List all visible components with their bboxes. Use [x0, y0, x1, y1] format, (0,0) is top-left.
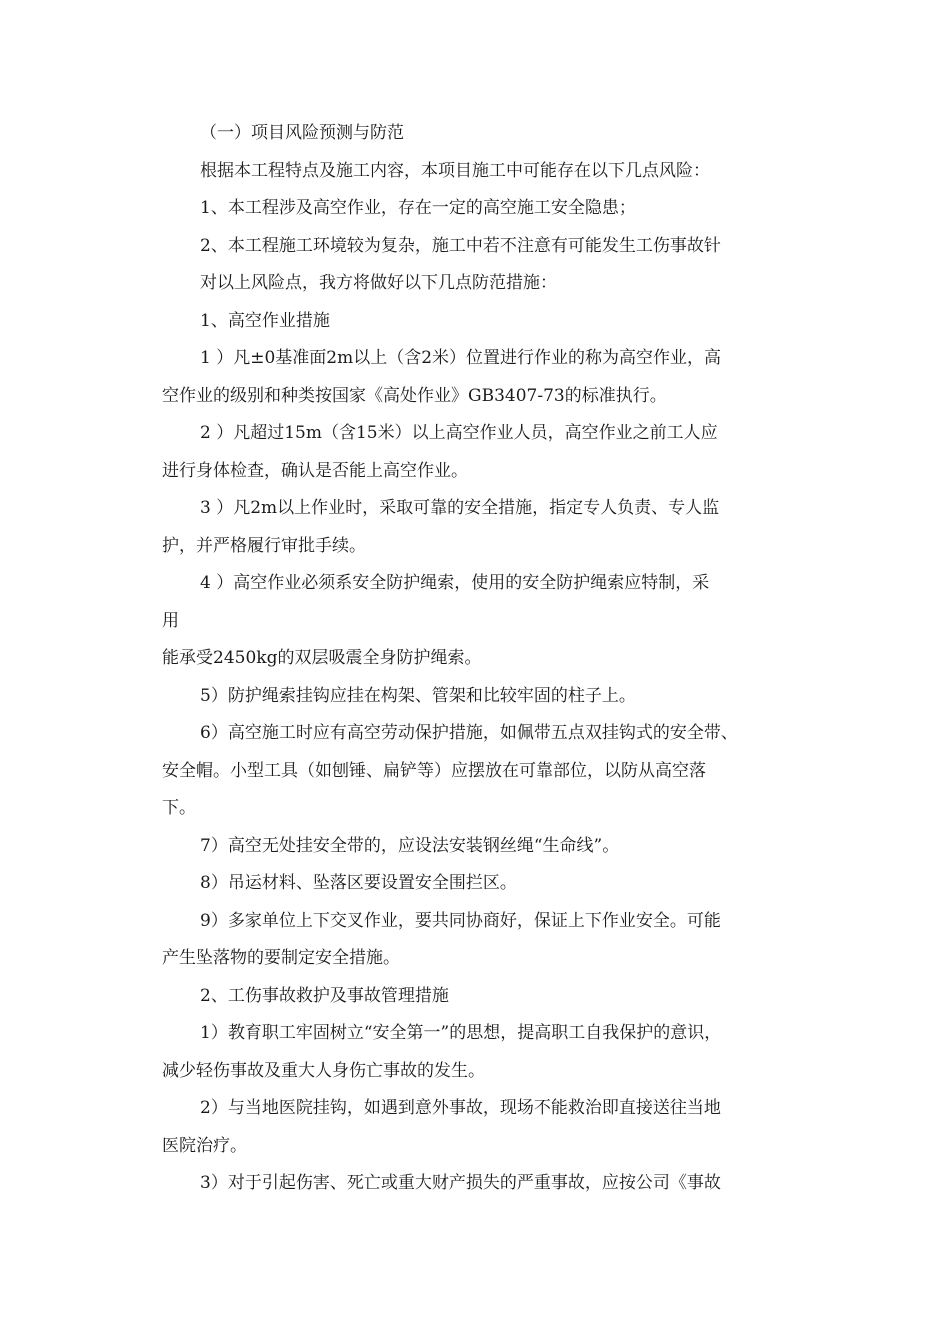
text-line: 2、本工程施工环境较为复杂，施工中若不注意有可能发生工伤事故针: [200, 235, 721, 256]
text-line: 用: [162, 610, 179, 631]
text-line: 减少轻伤事故及重大人身伤亡事故的发生。: [162, 1060, 485, 1081]
text-line: 空作业的级别和种类按国家《高处作业》GB3407-73的标准执行。: [162, 385, 667, 406]
text-line: 安全帽。小型工具（如刨锤、扁铲等）应摆放在可靠部位，以防从高空落: [162, 760, 706, 781]
text-line: 根据本工程特点及施工内容，本项目施工中可能存在以下几点风险：: [200, 160, 710, 181]
text-line: 5）防护绳索挂钩应挂在构架、管架和比较牢固的柱子上。: [200, 685, 636, 706]
text-line: 医院治疗。: [162, 1135, 247, 1156]
text-line: 对以上风险点，我方将做好以下几点防范措施：: [200, 273, 557, 293]
text-line: 产生坠落物的要制定安全措施。: [162, 948, 400, 968]
text-line: 8）吊运材料、坠落区要设置安全围拦区。: [200, 873, 517, 893]
text-line: 2）与当地医院挂钩，如遇到意外事故，现场不能救治即直接送往当地: [200, 1098, 721, 1118]
text-line: 2、工伤事故救护及事故管理措施: [200, 985, 449, 1006]
text-line: 3）对于引起伤害、死亡或重大财产损失的严重事故，应按公司《事故: [200, 1173, 721, 1193]
text-line: 7）高空无处挂安全带的，应设法安装钢丝绳“生命线”。: [200, 835, 620, 856]
text-line: 1、高空作业措施: [200, 310, 330, 331]
text-line: 1 ）凡±0基准面2m以上（含2米）位置进行作业的称为高空作业，高: [200, 348, 722, 368]
text-line: 能承受2450kg的双层吸震全身防护绳索。: [162, 648, 482, 668]
text-line: 2 ）凡超过15m（含15米）以上高空作业人员，高空作业之前工人应: [200, 423, 718, 443]
text-line: 1）教育职工牢固树立“安全第一”的思想，提高职工自我保护的意识，: [200, 1023, 722, 1043]
text-line: （一）项目风险预测与防范: [200, 123, 404, 143]
text-line: 4 ）高空作业必须系安全防护绳索，使用的安全防护绳索应特制，采: [200, 573, 710, 593]
text-line: 进行身体检查，确认是否能上高空作业。: [162, 460, 468, 481]
text-line: 3 ）凡2m以上作业时，采取可靠的安全措施，指定专人负责、专人监: [200, 498, 720, 518]
text-line: 下。: [162, 798, 196, 818]
text-line: 9）多家单位上下交叉作业，要共同协商好，保证上下作业安全。可能: [200, 910, 721, 931]
text-line: 护，并严格履行审批手续。: [162, 535, 366, 556]
text-line: 6）高空施工时应有高空劳动保护措施，如佩带五点双挂钩式的安全带、: [200, 723, 738, 743]
text-line: 1、本工程涉及高空作业，存在一定的高空施工安全隐患；: [200, 198, 636, 218]
document-body: [162, 115, 798, 1203]
